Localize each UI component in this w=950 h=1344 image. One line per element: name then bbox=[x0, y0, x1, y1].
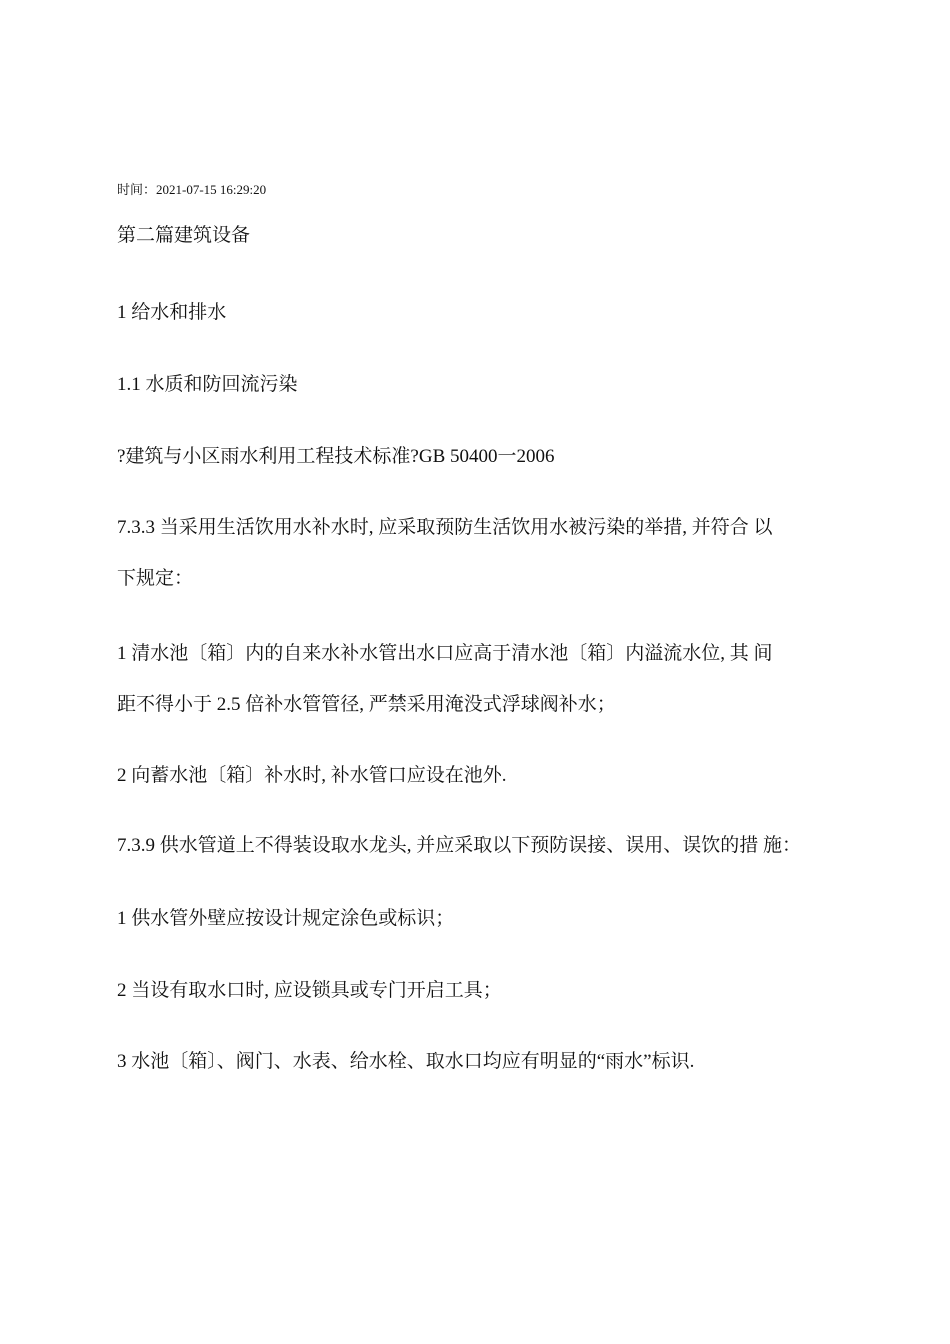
section-heading: 1.1 水质和防回流污染 bbox=[117, 374, 298, 395]
clause-733-line-2: 下规定： bbox=[117, 568, 194, 589]
item-2a: 2 向蓄水池〔箱〕补水时, 补水管口应设在池外. bbox=[117, 765, 507, 786]
item-1a-line-2: 距不得小于 2.5 倍补水管管径, 严禁采用淹没式浮球阀补水； bbox=[117, 694, 616, 715]
item-3b: 3 水池〔箱〕、阀门、水表、给水栓、取水口均应有明显的“雨水”标识. bbox=[117, 1051, 695, 1072]
item-1a-line-1: 1 清水池〔箱〕内的自来水补水管出水口应高于清水池〔箱〕内溢流水位, 其 间 bbox=[117, 643, 773, 664]
clause-733-line-1: 7.3.3 当采用生活饮用水补水时, 应采取预防生活饮用水被污染的举措, 并符合 以 bbox=[117, 517, 773, 538]
chapter-heading: 1 给水和排水 bbox=[117, 302, 227, 323]
clause-739: 7.3.9 供水管道上不得装设取水龙头, 并应采取以下预防误接、误用、误饮的措 施： bbox=[117, 835, 802, 856]
item-2b: 2 当设有取水口时, 应设锁具或专门开启工具； bbox=[117, 980, 502, 1001]
item-1b: 1 供水管外壁应按设计规定涂色或标识； bbox=[117, 908, 455, 929]
timestamp: 时间：2021-07-15 16:29:20 bbox=[117, 182, 267, 197]
standard-title: ?建筑与小区雨水利用工程技术标准?GB 50400一2006 bbox=[117, 446, 555, 467]
part-title: 第二篇建筑设备 bbox=[117, 225, 251, 246]
